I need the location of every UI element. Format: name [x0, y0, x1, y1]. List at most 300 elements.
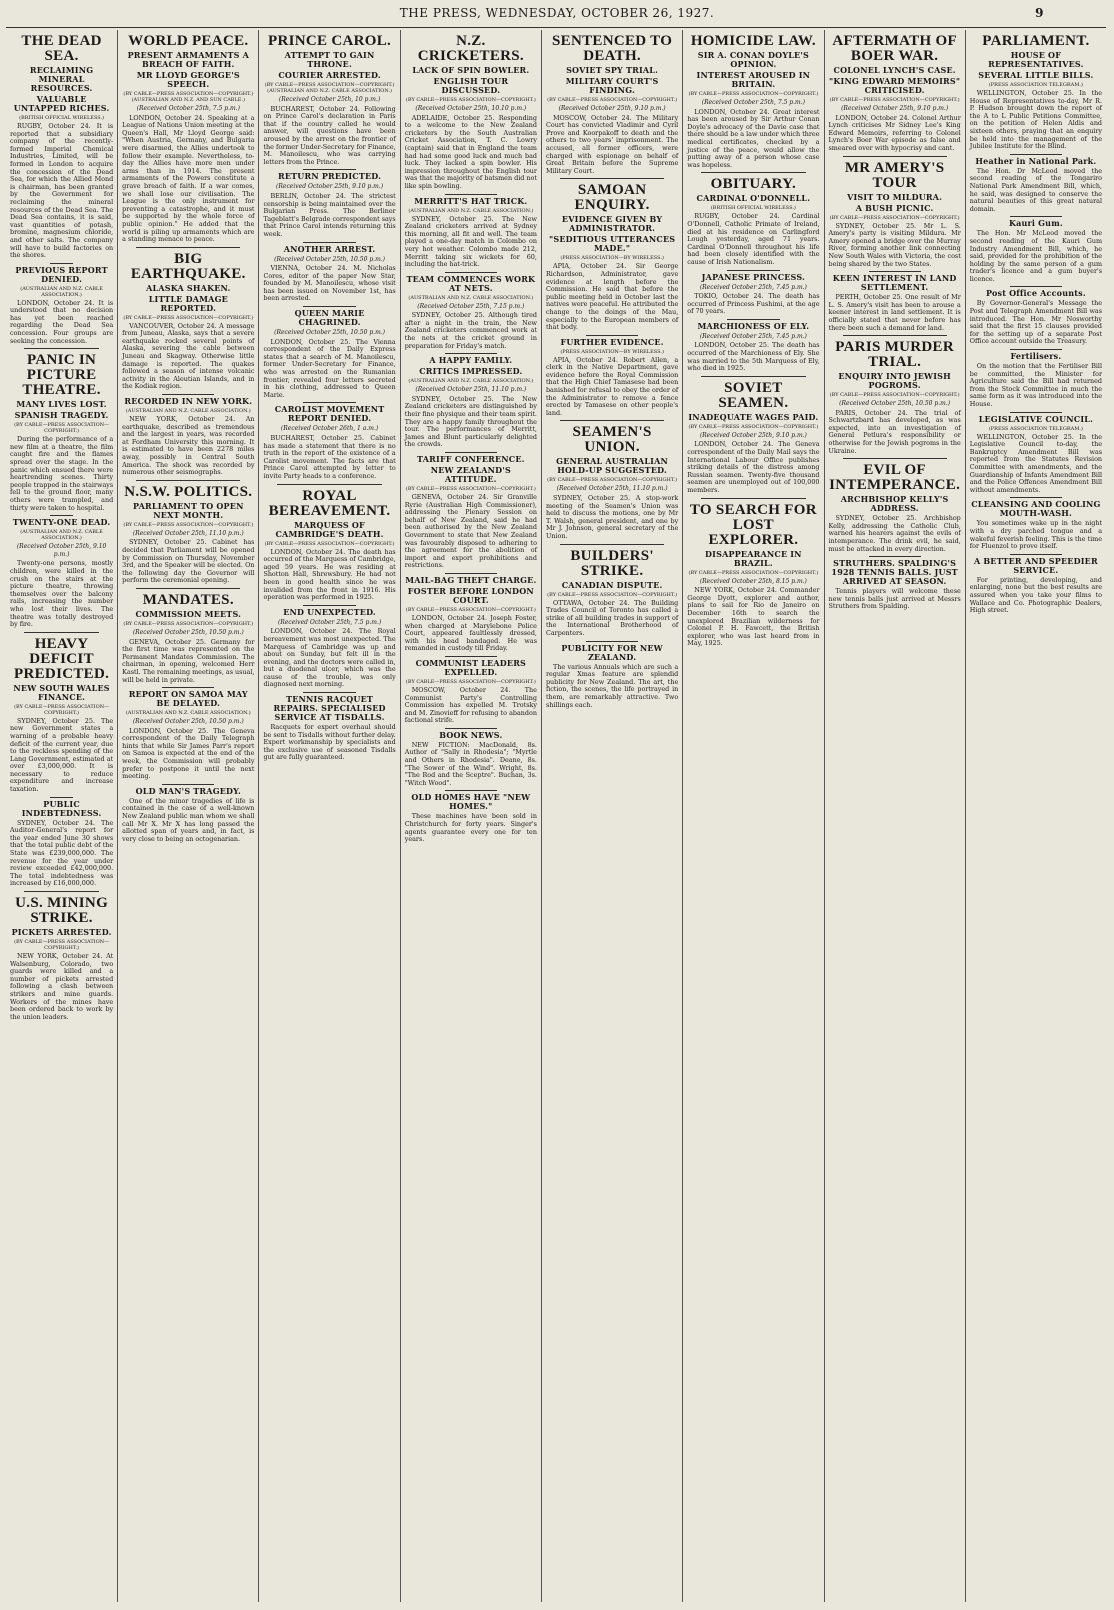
article-headline: BUILDERS' STRIKE. [570, 547, 654, 579]
article-received-time: (Received October 25th, 10.50 p.m.) [274, 329, 386, 337]
article-received-time: (Received October 25th, 10.50 p.m.) [132, 718, 244, 726]
article-subheading: TEAM COMMENCES WORK AT NETS. [406, 273, 536, 293]
article-subheading: EVIDENCE GIVEN BY ADMINISTRATOR. [561, 214, 663, 234]
article [970, 34, 1102, 151]
column-rule [50, 797, 73, 798]
article-subheading: Fertilisers. [1010, 351, 1062, 362]
article-body: NEW YORK, October 24. At Walsenburg, Colorado, two guards were killed and a number of pickets arrested following a clash between strikers and mine guards. Workers of the mines have been ordered back to work by the union leaders. [10, 952, 114, 1021]
column-5 [542, 30, 683, 1602]
article-subheading: MANY LIVES LOST. [16, 399, 107, 410]
article-headline: PRINCE CAROL. [268, 33, 392, 49]
column-rule [1010, 497, 1062, 498]
article-subheading: PUBLIC INDEBTEDNESS. [21, 798, 102, 818]
article-subheading: A HAPPY FAMILY. [429, 355, 513, 366]
masthead-rule [6, 27, 1106, 28]
article-received-time: (Received October 25th, 9.10 p.m.) [16, 543, 107, 558]
column-rule [445, 656, 497, 657]
article-subheading: Kauri Gum. [1008, 218, 1063, 229]
article-body: By Governor-General's Message the Post and Telegraph Amendment Bill was introduced. The Hon. Mr Nosworthy said that the first 15 clauses provided for the setting up of a separate Post Office account outside the Treasury. [969, 299, 1103, 346]
column-rule [445, 272, 497, 273]
column-rule [869, 271, 921, 272]
article-headline: SOVIET SEAMEN. [718, 379, 789, 411]
article-received-time: (Received October 25th, 10.10 p.m.) [415, 105, 527, 112]
article-credit: (BY CABLE—PRESS ASSOCIATION—COPYRIGHT.) [14, 939, 110, 951]
article-received-time: (Received October 25th, 10.50 p.m.) [274, 255, 386, 263]
article-subheading: TENNIS RACQUET REPAIRS. SPECIALISED SERVICE AT TISDALLS. [273, 694, 386, 723]
article-headline: N.S.W. POLITICS. [124, 483, 253, 500]
article-body: Twenty-one persons, mostly children, were killed in the crush on the stairs at the picture theatre, throwing themselves over the balcony rails, increasing the number who lost their lives. The theatre was totally destroyed by fire. [10, 559, 114, 629]
article-headline: TO SEARCH FOR LOST EXPLORER. [689, 501, 817, 548]
column-rule [136, 588, 240, 589]
article-headline: MANDATES. [142, 591, 234, 608]
article [405, 656, 537, 725]
column-rule [1010, 412, 1062, 413]
article-body: MOSCOW, October 24. The Communist Party's Controlling Commission has expelled M. Trotsky and M. Zinovieff for refusing to abandon factional strife. [404, 685, 537, 725]
article [687, 270, 819, 316]
article-body: RUGBY, October 24. It is reported that a subsidiary company of the recently-formed Imperial Chemical Industries, Limited, will be formed in London to acquire the concession of the Dead Sea, for which the Allied Mond is chairman, has been granted by the Government for reclaiming the mineral resources of the Dead Sea. The Dead Sea contains, it is said, vast quantities of potash, bromine, magnesium chloride, and other salts. The company will have to build factories on the shores. [10, 122, 114, 260]
article-body: MOSCOW, October 24. The Military Court has convicted Vladimir and Cyril Prove and Koorpakoff to death and the others to two years' imprisonment. The accused, all former officers, were charged with espionage on behalf of Great Britain before the Supreme Military Court. [545, 113, 679, 175]
column-rule [586, 335, 638, 336]
article-credit: (BY CABLE—PRESS ASSOCIATION—COPYRIGHT.) [405, 486, 536, 492]
article-credit: (BY CABLE—PRESS ASSOCIATION—COPYRIGHT.) [829, 392, 960, 399]
article-received-time: (Received October 25th, 8.15 p.m.) [699, 577, 807, 585]
column-rule [445, 790, 497, 791]
article-headline: AFTERMATH OF BOER WAR. [832, 33, 957, 64]
article-subheading: INADEQUATE WAGES PAID. [688, 411, 819, 422]
article-body: APIA, October 24. Sir George Richardson, Administrator, gave evidence at length before the Commission. He said that before the public meeting held in October last the natives were peaceful. He attributed the change to the doings of the Mau, especially to the European members of that body. [545, 262, 679, 332]
article [829, 156, 961, 269]
article-subheading: RETURN PREDICTED. [278, 171, 382, 182]
article-body: SYDNEY, October 25. Although tired after a night in the train, the New Zealand cricketers commenced work at the nets at the cricket ground in preparation for Friday's match. [404, 311, 537, 350]
column-rule [277, 484, 381, 485]
column-rule [586, 641, 638, 642]
article-body: VANCOUVER, October 24. A message from Juneau, Alaska, says that a severe earthquake rocked several points of Alaska, severing the cable between Juneau and Skagway. Otherwise little damage is reported. The quakes followed a season of intense volcanic activity in the Aleutian Islands, and in the Kodiak region. [122, 321, 255, 391]
article-subheading: PRESENT ARMAMENTS A BREACH OF FAITH. [127, 50, 249, 69]
article-body: LONDON, October 25. The death has occurred of the Marchioness of Ely. She was married to the 5th Marquess of Ely, who died in 1925. [687, 341, 820, 373]
column-rule [1010, 349, 1062, 350]
article-subheading: SIR A. CONAN DOYLE'S OPINION. [697, 50, 809, 69]
article-body: For printing, developing, and enlarging, none but the best results are assured when you take your films to Wallace and Co. Photographic Dealers, High street. [969, 575, 1103, 615]
column-rule [1010, 154, 1062, 155]
column-rule [445, 573, 497, 574]
article-headline: WORLD PEACE. [128, 33, 249, 49]
article-subheading: LITTLE DAMAGE REPORTED. [148, 293, 228, 313]
article-subheading: VISIT TO MILDURA. [847, 191, 943, 202]
article-body: One of the minor tragedies of life is contained in the case of a well-known New Zealand public man whom we shall call Mr X. Mr X has long passed the allotted span of years and, in fact, is very close to being an octogenarian. [122, 796, 255, 843]
article [829, 335, 961, 455]
column-rule [701, 172, 805, 173]
article-body: NEW YORK, October 24. An earthquake, described as tremendous and the largest in years, was recorded at Fordham University this morning. It is estimated to have been 2278 miles away, possibly in Central South America. The shock was recorded by numerous other seismographs. [122, 415, 255, 477]
column-rule [162, 394, 214, 395]
article [263, 402, 395, 480]
article-subheading: SOVIET SPY TRIAL. [566, 65, 659, 75]
article-body: TOKIO, October 24. The death has occurred of Princess Fushimi, at the age of 70 years. [687, 292, 820, 316]
column-rule [560, 178, 664, 179]
article-body: ADELAIDE, October 25. Responding to a welcome to the New Zealand cricketers by the South Australian Cricket Association, T. C. Lowry (captain) said that in England the team had had some good luck and much bad luck. They lacked a spin bowler. His impression throughout the English tour was that the majority of batsmen did not like spin bowling. [404, 113, 537, 190]
article [970, 497, 1102, 550]
article [405, 34, 537, 191]
article-body: LONDON, October 24. Joseph Foster, when charged at Marylebone Police Court, appeared faultlessly dressed, with his head bandaged. He was remanded in custody till Friday. [404, 613, 537, 653]
article [546, 544, 678, 638]
column-rule [1010, 554, 1062, 555]
article-credit: (PRESS ASSOCIATION—BY WIRELESS.) [560, 348, 664, 355]
column-rule [303, 306, 355, 307]
article-credit: (BRITISH OFFICIAL WIRELESS.) [710, 205, 796, 212]
article-received-time: (Received October 25th, 7.5 p.m.) [136, 105, 240, 112]
column-rule [303, 242, 355, 243]
column-rule [303, 402, 355, 403]
article-headline: HOMICIDE LAW. [690, 33, 816, 49]
column-rule [24, 632, 99, 633]
article-received-time: (Received October 25th, 7.5 p.m.) [701, 99, 805, 106]
article [122, 247, 254, 391]
article-headline: MR AMERY'S TOUR [844, 159, 945, 191]
article-credit: (BY CABLE—PRESS ASSOCIATION—COPYRIGHT.) [405, 97, 536, 103]
article-body: PARIS, October 24. The trial of Schwartzbard has developed, as was expected, into an investigation of General Petlura's responsibility or otherwise for the Jewish pogroms in the Ukraine. [828, 408, 961, 455]
article-subheading: MARQUESS OF CAMBRIDGE'S DEATH. [275, 519, 384, 539]
article-body: LONDON, October 24. Speaking at a League of Nations Union meeting at the Queen's Hall, Mr Lloyd George said: "When Austria, Germany, and Bulgaria were disarmed, the Allies undertook to follow their example. Nevertheless, to-day the Allies have more men under arms than in 1914. The present armaments of the Powers constitute a grave breach of faith. If a war comes, we shall lose our civilisation. The League is the only instrument for preventing a catastrophe, and it must be supported by the whole force of public opinion." He added that the world is piling up armaments which are a standing menace to peace. [122, 113, 255, 244]
article-body: GENEVA, October 25. Germany for the first time was represented on the Permanent Mandates Commission. The chairman, in opening, welcomed Herr Kastl. The remaining meetings, as usual, will be held in private. [122, 637, 255, 684]
article-body: LONDON, October 24. Great interest has been aroused by Sir Arthur Conan Doyle's advocacy of the Davie case that there should be a law under which three medical certificates, checked by a justice of the peace, would allow the putting away of a person whose case was hopeless. [687, 107, 820, 169]
article-subheading: PICKETS ARRESTED. [11, 927, 112, 937]
article-body: BUCHAREST, October 24. Following on Prince Carol's declaration in Paris that if the country called he would answer, will questions have been aroused by the arrest on the frontier of the former Under-Secretary for Finance, M. Manoilescu, who was carrying letters from the Prince. [263, 104, 396, 166]
article-credit: (BY CABLE—PRESS ASSOCIATION—COPYRIGHT.) (AUSTRALIAN AND N.Z. AND SUN CABLE.) [123, 91, 254, 103]
article [687, 376, 819, 495]
article-body: SYDNEY, October 25. The new Government states a warning of a probable heavy deficit of the current year, due to the reckless spending of the Lang Government, estimated at over £3,000,000. It is necessary to reduce expenditure and increase taxation. [10, 716, 114, 794]
article-subheading: LEGISLATIVE COUNCIL. [978, 413, 1094, 424]
article-subheading: MARCHIONESS OF ELY. [697, 320, 810, 331]
article-subheading: REPORT ON SAMOA MAY BE DELAYED. [128, 689, 248, 709]
article-body: LONDON, October 24. It is understood that no decision has yet been reached regarding the Dead Sea concession. Four groups are seeking the concession. [10, 298, 114, 345]
article-body: The Hon. Mr McLeod moved the second reading of the Kauri Gum Industry Amendment Bill, which, he said, provided for the prohibition of the holding by the same person of a gum trader's licence and a gum buyer's licence. [969, 229, 1103, 283]
column-rule [560, 544, 664, 545]
article-body: SYDNEY, October 25. Archbishop Kelly, addressing the Catholic Club, warned his hearers against the evils of intemperance. The drink evil, he said, must be attacked in every direction. [828, 514, 961, 553]
article-subheading: COURIER ARRESTED. [278, 70, 381, 80]
article [122, 34, 254, 244]
article-body: APIA, October 24. Robert Allen, a clerk in the Native Department, gave evidence before the Royal Commission that the High Chief Tamasese had been banished for refusal to obey the order of the Administrator to remove a fence erected by Tamasese on other people's land. [545, 355, 679, 417]
article-received-time: (Received October 25th, 10.50 p.m.) [839, 400, 951, 408]
article-received-time: (Received October 25th, 7.5 p.m.) [277, 618, 382, 626]
article [970, 286, 1102, 346]
column-rule [445, 194, 497, 195]
article [405, 452, 537, 570]
article [405, 272, 537, 351]
columns-container [6, 30, 1106, 1602]
article-subheading: ATTEMPT TO GAIN THRONE. [284, 50, 375, 69]
article-received-time: (Received October 25th, 9.10 p.m.) [699, 431, 807, 439]
article [970, 154, 1102, 214]
article-subheading: A BETTER AND SPEEDIER SERVICE. [973, 555, 1098, 575]
article-headline: SAMOAN ENQUIRY. [574, 182, 650, 214]
article-credit: (PRESS ASSOCIATION TELEGRAM.) [988, 82, 1083, 88]
article-subheading: ENQUIRY INTO JEWISH POGROMS. [838, 371, 951, 391]
article-body: Racquets for expert overhaul should be sent to Tisdalls without further delay. Expert workmanship by specialists and the exclusive use of seasoned Tisdalls gut are fully guaranteed. [263, 723, 396, 762]
article-credit: (BY CABLE—PRESS ASSOCIATION—COPYRIGHT.) [123, 620, 254, 627]
article-subheading: FOSTER BEFORE LONDON COURT. [407, 585, 534, 605]
article-subheading: HOUSE OF REPRESENTATIVES. [988, 50, 1084, 69]
article-subheading: MILITARY COURT'S FINDING. [565, 76, 659, 95]
article-body: NEW YORK, October 24. Commander George Dyott, explorer and author, plans to sail for Rio de Janeiro on December 16th to search the unexplored Brazilian wilderness for Colonel P. H. Fawcett, the British explorer, who was last heard from in May, 1925. [687, 586, 820, 648]
article-subheading: LACK OF SPIN BOWLER. [412, 65, 530, 75]
article-subheading: OLD HOMES HAVE "NEW HOMES." [411, 792, 531, 812]
article-headline: BIG EARTHQUAKE. [130, 250, 246, 282]
article-subheading: PUBLICITY FOR NEW ZEALAND. [561, 642, 663, 662]
article [10, 348, 113, 512]
article [405, 790, 537, 843]
article-received-time: (Received October 25th, 9.10 p.m.) [276, 183, 384, 191]
article-credit: (BY CABLE—PRESS ASSOCIATION—COPYRIGHT.) [123, 314, 254, 321]
article [829, 458, 961, 553]
article-subheading: NEW ZEALAND'S ATTITUDE. [430, 465, 511, 484]
page-number: 9 [1035, 6, 1044, 20]
article-credit: (BY CABLE—PRESS ASSOCIATION—COPYRIGHT.) [688, 91, 819, 97]
column-rule [303, 169, 355, 170]
article-headline: SEAMEN'S UNION. [572, 424, 652, 456]
article [10, 632, 113, 794]
article [263, 605, 395, 689]
article-credit: (BY CABLE—PRESS ASSOCIATION—COPYRIGHT.) [829, 97, 960, 103]
article-credit: (BY CABLE—PRESS ASSOCIATION—COPYRIGHT.) [829, 214, 960, 221]
article-body: BUCHAREST, October 25. Cabinet has made a statement that there is no truth in the report of the existence of a Carolist movement. The facts are that Prince Carol attempted by letter to invite Party heads to a conference. [263, 434, 396, 480]
article-received-time: (Received October 25th, 10.50 p.m.) [132, 628, 244, 636]
article-subheading: TARIFF CONFERENCE. [417, 454, 525, 464]
article-subheading: JAPANESE PRINCESS. [701, 271, 806, 282]
article-subheading: "SEDITIOUS UTTERANCES MADE." [548, 234, 676, 254]
article-headline: OBITUARY. [710, 176, 797, 193]
article-headline: PANIC IN PICTURE THEATRE. [22, 352, 101, 399]
article-subheading: GENERAL AUSTRALIAN HOLD-UP SUGGESTED. [556, 456, 669, 476]
article-subheading: Post Office Accounts. [985, 288, 1086, 299]
article [829, 271, 961, 332]
article-subheading: CARDINAL O'DONNELL. [696, 193, 811, 204]
article-subheading: TWENTY-ONE DEAD. [12, 517, 111, 528]
article [122, 480, 254, 585]
article-credit: (AUSTRALIAN AND N.Z. CABLE ASSOCIATION.) [408, 207, 534, 214]
article-body: Tennis players will welcome these new tennis balls just arrived at Messrs Struthers from Spalding. [828, 587, 961, 611]
column-rule [843, 335, 947, 336]
article-body: LONDON, October 25. The Vienna correspondent of the Daily Express states that a search of M. Manoilescu, former Under-Secretary for Finance, who was arrested on the Rumanian frontier, revealed four letters secreted in his clothing, addressed to Queen Marie. [263, 337, 396, 399]
article-body: SYDNEY, October 25. The New Zealand cricketers arrived at Sydney this morning, all fit and well. The team played a one-day match in Colombo on very hot weather. Colombo made 212, Merritt taking six wickets for 60, including the hat-trick. [404, 214, 537, 269]
article [10, 263, 113, 346]
article-credit: (BY CABLE—PRESS ASSOCIATION—COPYRIGHT.) [547, 591, 678, 598]
article-subheading: QUEEN MARIE CHAGRINED. [294, 308, 365, 328]
article-body: SYDNEY, October 25. Cabinet has decided that Parliament will be opened by Commission on Thursday, November 3rd, and the Speaker will be elected. On the following day the Governor will perform the ceremonial opening. [122, 538, 255, 585]
article-subheading: STRUTHERS. SPALDING'S 1928 TENNIS BALLS. JUST ARRIVED AT SEASON. [831, 558, 958, 587]
article [122, 394, 254, 477]
article-received-time: (Received October 25th, 7.45 p.m.) [699, 283, 807, 291]
article-received-time: (Received October 25th, 7.45 p.m.) [699, 332, 807, 340]
article-subheading: COMMUNIST LEADERS EXPELLED. [415, 657, 527, 677]
article-credit: (AUSTRALIAN AND N.Z. CABLE ASSOCIATION.) [408, 378, 534, 385]
article [263, 169, 395, 238]
article-headline: THE DEAD SEA. [21, 33, 102, 64]
article-received-time: (Received October 25th, 11.10 p.m.) [415, 386, 527, 394]
article-subheading: CAROLIST MOVEMENT REPORT DENIED. [274, 404, 385, 424]
article [10, 891, 113, 1021]
article-body: SYDNEY, October 25. The New Zealand cricketers are distinguished by their fine physique and their team spirit. They are a happy family throughout the tour. The performances of Merritt, James and Blunt particularly delighted the crowds. [404, 394, 537, 449]
article [546, 641, 678, 710]
article-received-time: (Received October 25th, 9.10 p.m.) [558, 105, 666, 112]
column-rule [727, 319, 779, 320]
masthead-title: THE PRESS, WEDNESDAY, OCTOBER 26, 1927. [399, 6, 715, 20]
article-subheading: FURTHER EVIDENCE. [560, 336, 664, 347]
article-subheading: ANOTHER ARREST. [283, 243, 376, 254]
column-rule [162, 784, 214, 785]
column-rule [303, 692, 355, 693]
article-credit: (BY CABLE—PRESS ASSOCIATION—COPYRIGHT.) [264, 540, 395, 547]
article-body: The Hon. Dr McLeod moved the second reading of the Tongariro National Park Amendment Bill, which, he said, was designed to conserve the natural beauties of this great natural domain. [969, 166, 1103, 213]
article-received-time: (Received October 26th, 1 a.m.) [280, 425, 379, 433]
article-credit: (BY CABLE—PRESS ASSOCIATION—COPYRIGHT.) [688, 423, 819, 430]
column-rule [24, 348, 99, 349]
article [10, 797, 113, 888]
column-rule [869, 556, 921, 557]
article-subheading: RECORDED IN NEW YORK. [124, 396, 253, 407]
article-body: WELLINGTON, October 25. In the Legislative Council to-day, the Bankruptcy Amendment Bill was reported from the Statutes Revision Committee with amendments, and the Guardianship of Infants Amendment Bill and the Police Offences Amendment Bill without amendments. [969, 432, 1103, 494]
article-body: GENEVA, October 24. Sir Granville Ryrie (Australian High Commissioner), addressing the Plenary Session on behalf of New Zealand, said he had been authorised by the New Zealand Government to state that New Zealand was favourably disposed to adhering to the agreement for the abolition of import and export prohibitions and restrictions. [404, 493, 537, 570]
article [263, 692, 395, 762]
article-subheading: NEW SOUTH WALES FINANCE. [13, 682, 110, 702]
article-subheading: KEEN INTEREST IN LAND SETTLEMENT. [832, 273, 957, 293]
article-credit: (BY CABLE—PRESS ASSOCIATION—COPYRIGHT.) [14, 422, 110, 435]
article-subheading: COLONEL LYNCH'S CASE. [833, 65, 956, 75]
article-credit: (BY CABLE—PRESS ASSOCIATION—COPYRIGHT.) (AUSTRALIAN AND N.Z. CABLE ASSOCIATION.) [264, 82, 395, 94]
article-subheading: CRITICS IMPRESSED. [419, 366, 523, 377]
article-subheading: CLEANSING AND COOLING MOUTH-WASH. [971, 499, 1101, 519]
article-credit: (BY CABLE—PRESS ASSOCIATION—COPYRIGHT.) [547, 97, 678, 103]
column-4 [401, 30, 542, 1602]
column-rule [136, 247, 240, 248]
article-body: NEW FICTION: MacDonald, 8s. Author of "Sally in Rhodesia"; "Myrtle and Others in Rhodesia". Deane, 8s. "The Sower of the Wind". Wright, 8s. "The Rod and the Sceptre". Buchan, 3s. "Witch Wood". [404, 740, 537, 787]
article [687, 319, 819, 373]
article [829, 556, 961, 611]
article [970, 349, 1102, 409]
article-credit: (AUSTRALIAN AND N.Z. CABLE ASSOCIATION.) [125, 408, 251, 415]
article-body: LONDON, October 24. The Royal bereavement was most unexpected. The Marquess of Cambridge was up and about on Sunday, but felt ill in the evening, and the doctors were called in, but a duodenal ulcer, which was the cause of the trouble, was only diagnosed next morning. [263, 627, 396, 689]
article-subheading: BOOK NEWS. [439, 729, 503, 740]
column-rule [1010, 286, 1062, 287]
article-subheading: MAIL-BAG THEFT CHARGE. [405, 574, 537, 585]
column-rule [303, 605, 355, 606]
article [829, 34, 961, 153]
article-credit: (AUSTRALIAN AND N.Z. CABLE ASSOCIATION.) [408, 294, 534, 301]
article-subheading: RECLAIMING MINERAL RESOURCES. [29, 65, 94, 93]
article-subheading: OLD MAN'S TRAGEDY. [135, 785, 242, 796]
column-8 [966, 30, 1106, 1602]
article-headline: ROYAL BEREAVEMENT. [268, 487, 391, 519]
article [122, 588, 254, 684]
column-3 [259, 30, 400, 1602]
article-body: SYDNEY, October 25. A stop-work meeting of the Seamen's Union was held to discuss the motions, one by Mr T. Walsh, general president, and one by Mr J. Johnson, general secretary of the Union. [545, 494, 679, 540]
article [263, 484, 395, 602]
article-credit: (BY CABLE—PRESS ASSOCIATION—COPYRIGHT.) [547, 477, 678, 484]
article-subheading: MERRITT'S HAT TRICK. [414, 195, 528, 206]
article [687, 498, 819, 648]
article-body: PERTH, October 25. One result of Mr L. S. Amery's visit has been to arouse a keener interest in land settlement. It is officially stated that never before has there been such a demand for land. [828, 293, 961, 332]
article-subheading: A BUSH PICNIC. [855, 202, 934, 213]
column-rule [50, 263, 73, 264]
article-subheading: ALASKA SHAKEN. [146, 282, 231, 293]
article-body: SYDNEY, October 24. The Auditor-General's report for the year ended June 30 shows that the total public debt of the State was £239,000,000. The revenue for the year under review exceeded £42,000,000. The total indebtedness was increased by £16,000,000. [10, 818, 114, 888]
article-credit: (BY CABLE—PRESS ASSOCIATION—COPYRIGHT.) [123, 521, 254, 528]
article-subheading: DISAPPEARANCE IN BRAZIL. [705, 548, 802, 568]
article-subheading: END UNEXPECTED. [283, 606, 376, 617]
article [405, 573, 537, 653]
column-rule [445, 728, 497, 729]
article-body: LONDON, October 24. The death has occurred of the Marquess of Cambridge, aged 59 years. He was residing at Shotton Hall, Shrewsbury. He had not been in good health since he was invalided from the front in 1916. His operation was performed in 1925. [263, 547, 396, 602]
column-rule [843, 156, 947, 157]
article [405, 728, 537, 788]
article-body: LONDON, October 24. Colonel Arthur Lynch criticises Mr Sidney Lee's King Edward Memoirs, referring to Colonel Lynch's Boer War episode as false and smeared over with hypocrisy and cant. [828, 113, 961, 152]
article [263, 306, 395, 399]
article-subheading: PREVIOUS REPORT DENIED. [15, 264, 108, 284]
article [122, 784, 254, 844]
article-received-time: (Received October 25th, 11.10 p.m.) [132, 529, 244, 537]
article-subheading: ENGLISH TOUR DISCUSSED. [433, 76, 509, 95]
article-headline: U.S. MINING STRIKE. [15, 895, 109, 926]
column-rule [560, 420, 664, 421]
article-body: OTTAWA, October 24. The Building Trades Council of Toronto has called a strike of all building trades in support of the International Brotherhood of Carpenters. [545, 598, 679, 637]
article-subheading: ARCHBISHOP KELLY'S ADDRESS. [840, 494, 949, 514]
article [546, 420, 678, 540]
article [405, 353, 537, 449]
article-received-time: (Received October 25th, 9.10 p.m.) [841, 105, 949, 112]
column-6 [683, 30, 824, 1602]
article-subheading: SPANISH TRAGEDY. [14, 410, 109, 421]
article-subheading: "KING EDWARD MEMOIRS" CRITICISED. [829, 76, 961, 95]
article-credit: (BY CABLE—PRESS ASSOCIATION—COPYRIGHT.) [14, 703, 110, 716]
column-rule [701, 498, 805, 499]
article-subheading: MR LLOYD GEORGE'S SPEECH. [136, 70, 240, 89]
article-subheading: PARLIAMENT TO OPEN NEXT MONTH. [133, 500, 244, 520]
column-rule [445, 353, 497, 354]
article [405, 194, 537, 269]
column-rule [1010, 216, 1062, 217]
article [970, 412, 1102, 495]
article [122, 687, 254, 781]
column-rule [162, 687, 214, 688]
article-received-time: (Received October 25th, 11.10 p.m.) [556, 485, 668, 493]
article [263, 34, 395, 166]
column-1 [6, 30, 118, 1602]
article-received-time: (Received October 25th, 10 p.m.) [278, 96, 381, 103]
article-body: On the motion that the Fertiliser Bill be committed, the Minister for Agriculture said the Bill had returned from the Stock Committee in much the same form as it was introduced into the House. [969, 362, 1103, 408]
article-subheading: INTEREST AROUSED IN BRITAIN. [696, 70, 811, 89]
article-received-time: (Received October 25th, 7.15 p.m.) [417, 302, 525, 310]
article [263, 242, 395, 304]
article-headline: N.Z. CRICKETERS. [417, 33, 524, 64]
column-7 [825, 30, 966, 1602]
article-body: The various Annuals which are such a regular Xmas feature are splendid publicity for New Zealand. The art, the fiction, the scenes, the life portrayed in them, are remarkably attractive. Two shillings each. [545, 662, 679, 709]
article [546, 178, 678, 331]
article-body: During the performance of a new film at a theatre, the film caught fire and the flames spread over the stage. In the panic which ensued there were heartrending scenes. Thirty people trapped in the stairways fell to the ground floor, many others were trampled, and thirty were taken to hospital. [10, 435, 114, 512]
article-headline: PARIS MURDER TRIAL. [835, 339, 954, 371]
article [970, 216, 1102, 283]
article-headline: PARLIAMENT. [982, 33, 1090, 49]
article-body: RUGBY, October 24. Cardinal O'Donnell, Catholic Primate of Ireland, died at his residence on Carlingford Lough yesterday, aged 71 years. Cardinal O'Donnell throughout his life had been closely identified with the cause of Irish Nationalism. [687, 212, 820, 266]
column-rule [445, 452, 497, 453]
column-rule [50, 515, 73, 516]
masthead [0, 6, 1114, 26]
article-subheading: Heather in National Park. [975, 155, 1097, 166]
article-credit: (AUSTRALIAN AND N.Z. CABLE ASSOCIATION.) [20, 285, 103, 298]
article-headline: HEAVY DEFICIT PREDICTED. [14, 635, 110, 682]
column-rule [24, 891, 99, 892]
article [546, 34, 678, 175]
article-credit: (AUSTRALIAN AND N.Z. CABLE ASSOCIATION.) [20, 529, 103, 542]
article [970, 554, 1102, 615]
article-subheading: COMMISSION MEETS. [135, 608, 242, 619]
